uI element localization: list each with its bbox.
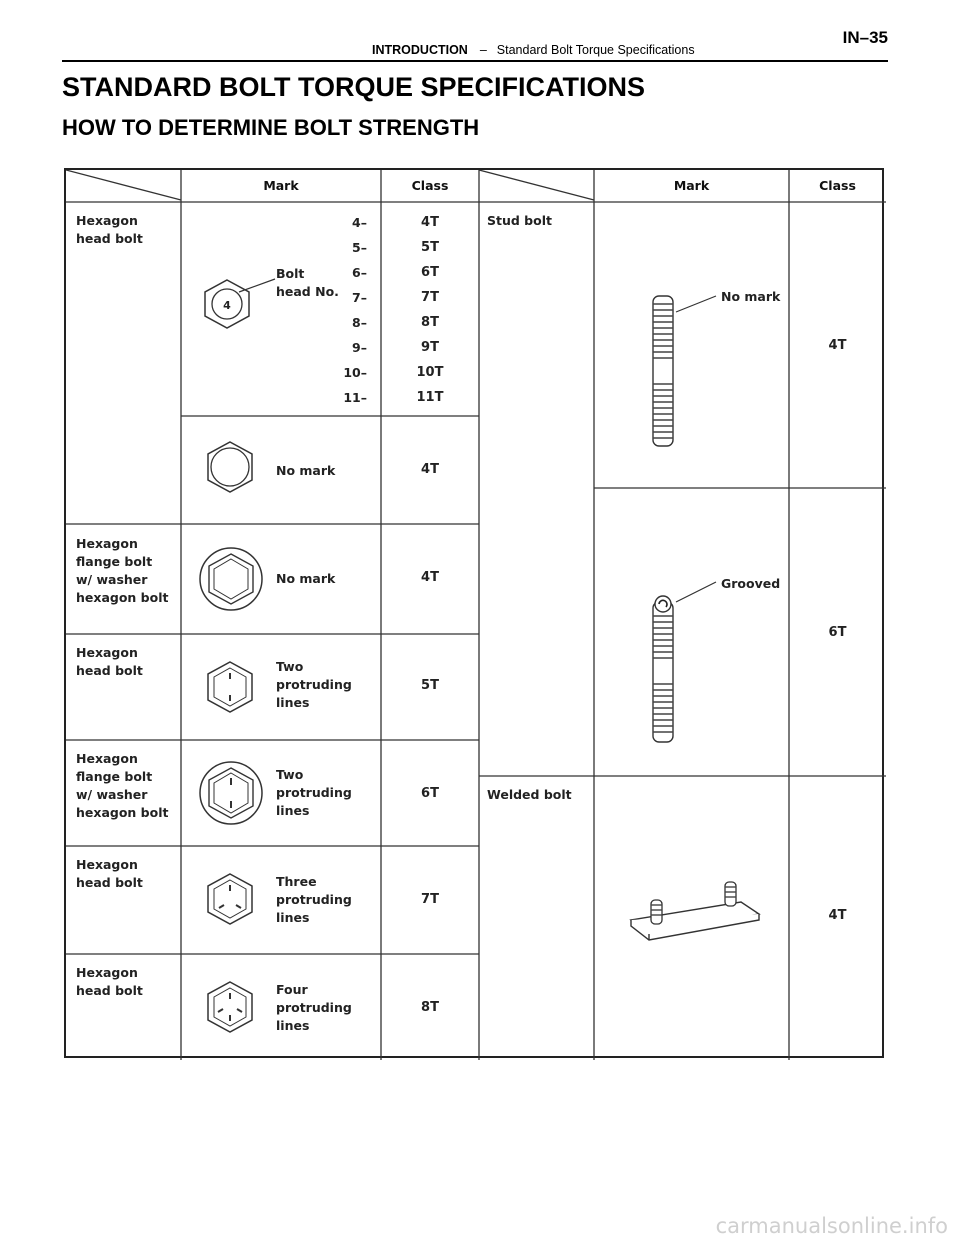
header-topic: Standard Bolt Torque Specifications — [496, 43, 695, 57]
mark-two-lines: Two protruding lines — [276, 767, 352, 818]
header-separator: – — [479, 43, 487, 57]
class-value: 6T — [421, 786, 439, 801]
head-number-6: 6– — [352, 265, 367, 280]
class-value: 4T — [828, 338, 847, 353]
header-section: INTRODUCTION — [372, 43, 468, 57]
header-mark-right: Mark — [673, 178, 710, 193]
bolt-type-hexagon-head: Hexagon head bolt — [76, 965, 143, 998]
class-value: 4T — [421, 462, 439, 477]
hex-bolt-numbered-icon — [201, 270, 291, 345]
flange-bolt-icon — [196, 544, 266, 614]
mark-three-lines: Three protruding lines — [276, 874, 352, 925]
section-subtitle: HOW TO DETERMINE BOLT STRENGTH — [62, 115, 480, 140]
head-number-11: 11– — [343, 390, 367, 405]
header-class-right: Class — [819, 178, 856, 193]
bolt-type-stud: Stud bolt — [487, 213, 552, 228]
bolt-type-hexagon-head: Hexagon head bolt — [76, 645, 143, 678]
hex-bolt-two-lines-icon — [204, 658, 258, 718]
head-number-5: 5– — [352, 240, 367, 255]
head-number-8: 8– — [352, 315, 367, 330]
page-number: IN–35 — [842, 28, 888, 47]
head-number-10: 10– — [343, 365, 367, 380]
class-7t: 7T — [421, 290, 439, 305]
hex-bolt-three-lines-icon — [204, 870, 258, 930]
class-value: 6T — [828, 625, 847, 640]
class-value: 7T — [421, 892, 439, 907]
head-number-9: 9– — [352, 340, 367, 355]
mark-no-mark: No mark — [276, 463, 336, 478]
head-number-text: 4 — [223, 299, 231, 312]
watermark: carmanualsonline.info — [715, 1214, 948, 1238]
hex-bolt-plain-icon — [204, 438, 258, 498]
mark-grooved: Grooved — [721, 576, 781, 591]
class-8t: 8T — [421, 315, 439, 330]
class-4t: 4T — [421, 215, 439, 230]
bolt-type-hexagon-flange: Hexagon flange bolt w/ washer hexagon bolt — [76, 751, 169, 820]
class-5t: 5T — [421, 240, 439, 255]
class-9t: 9T — [421, 340, 439, 355]
class-6t: 6T — [421, 265, 439, 280]
bolt-strength-table — [64, 168, 884, 1058]
page-header — [62, 26, 888, 62]
mark-two-lines: Two protruding lines — [276, 659, 352, 710]
class-10t: 10T — [416, 365, 444, 380]
class-value: 5T — [421, 678, 439, 693]
stud-bolt-no-mark-icon — [636, 288, 776, 458]
bolt-head-number-callout: Bolt head No. — [276, 266, 339, 299]
page-title: STANDARD BOLT TORQUE SPECIFICATIONS — [62, 72, 646, 102]
mark-no-mark: No mark — [276, 571, 336, 586]
class-list — [381, 214, 479, 407]
class-value: 4T — [828, 908, 847, 923]
flange-bolt-two-lines-icon — [196, 758, 266, 828]
bolt-type-welded: Welded bolt — [487, 787, 572, 802]
mark-four-lines: Four protruding lines — [276, 982, 352, 1033]
welded-bolt-icon — [621, 870, 771, 960]
bolt-type-hexagon-head: Hexagon head bolt — [76, 213, 143, 246]
bolt-type-hexagon-flange: Hexagon flange bolt w/ washer hexagon bolt — [76, 536, 169, 605]
mark-no-mark: No mark — [721, 289, 781, 304]
stud-bolt-grooved-icon — [636, 580, 776, 750]
header-breadcrumb — [372, 43, 695, 57]
head-number-list — [287, 214, 367, 407]
class-value: 4T — [421, 570, 439, 585]
header-mark-left: Mark — [263, 178, 299, 193]
hex-bolt-four-lines-icon — [204, 978, 258, 1038]
header-class-left: Class — [411, 178, 449, 193]
class-11t: 11T — [416, 390, 444, 405]
head-number-4: 4– — [352, 215, 367, 230]
class-value: 8T — [421, 1000, 439, 1015]
head-number-7: 7– — [352, 290, 367, 305]
bolt-type-hexagon-head: Hexagon head bolt — [76, 857, 143, 890]
